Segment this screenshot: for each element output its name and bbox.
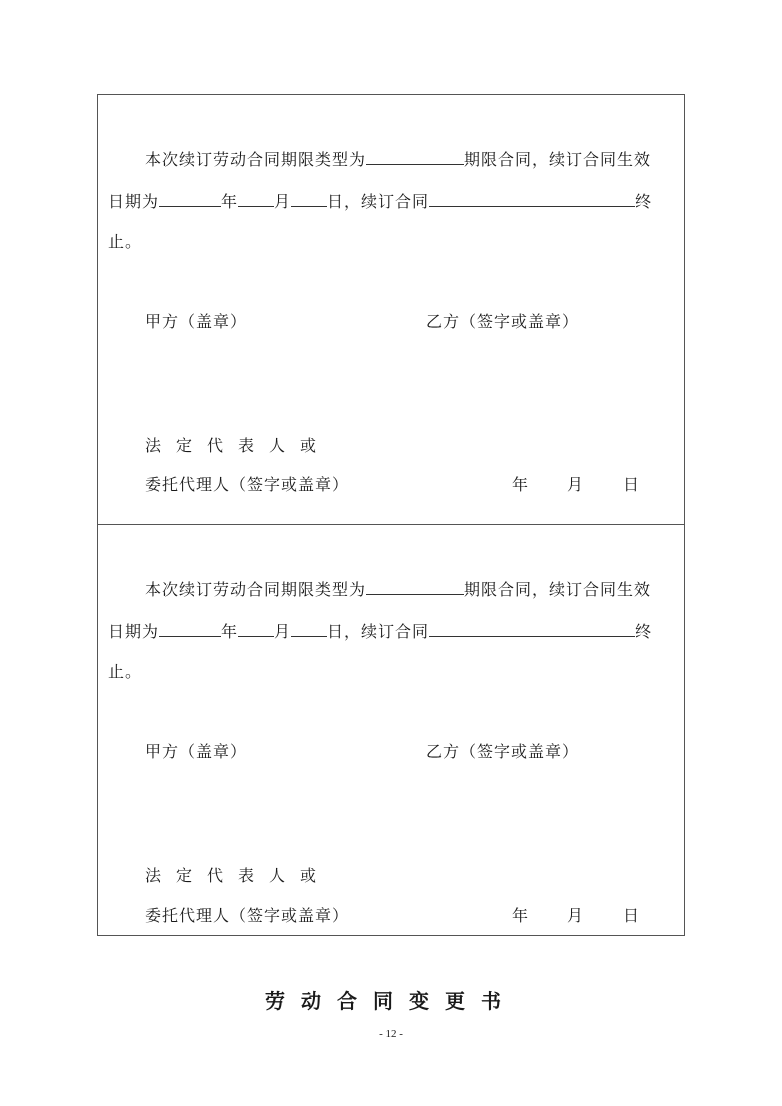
end-date-blank[interactable] xyxy=(429,620,635,637)
end-line: 止。 xyxy=(108,662,143,681)
party-b-signature: 乙方（签字或盖章） xyxy=(426,312,580,331)
section-title: 劳动合同变更书 xyxy=(265,989,517,1013)
renewal-type-line-1 xyxy=(145,148,651,170)
month-blank[interactable] xyxy=(238,620,274,637)
renewal-type-line-2 xyxy=(145,578,651,600)
legal-representative: 法定代表人或 xyxy=(145,866,332,885)
renewal-type-label: 本次续订劳动合同期限类型为 xyxy=(145,580,367,599)
year-blank[interactable] xyxy=(159,190,221,207)
month-label: 月 xyxy=(274,192,292,211)
month-blank[interactable] xyxy=(238,190,274,207)
contract-type-blank[interactable] xyxy=(366,148,464,165)
end-label: 终 xyxy=(635,192,653,211)
sign-year: 年 xyxy=(512,906,530,925)
end-date-blank[interactable] xyxy=(429,190,635,207)
legal-representative: 法定代表人或 xyxy=(145,436,332,455)
day-label: 日，续订合同 xyxy=(327,192,430,211)
renewal-type-label: 本次续订劳动合同期限类型为 xyxy=(145,150,367,169)
effective-date-label: 日期为 xyxy=(108,622,160,641)
year-blank[interactable] xyxy=(159,620,221,637)
contract-type-blank[interactable] xyxy=(366,578,464,595)
sign-day: 日 xyxy=(623,475,641,494)
year-label: 年 xyxy=(221,622,239,641)
page-number: - 12 - xyxy=(379,1028,403,1040)
renewal-type-suffix: 期限合同，续订合同生效 xyxy=(464,150,652,169)
sign-year: 年 xyxy=(512,475,530,494)
effective-date-label: 日期为 xyxy=(108,192,160,211)
sign-month: 月 xyxy=(567,475,585,494)
end-label: 终 xyxy=(635,622,653,641)
year-label: 年 xyxy=(221,192,239,211)
renewal-type-suffix: 期限合同，续订合同生效 xyxy=(464,580,652,599)
sign-month: 月 xyxy=(567,906,585,925)
party-a-seal: 甲方（盖章） xyxy=(145,312,248,331)
effective-date-line-2 xyxy=(108,620,652,642)
authorized-agent: 委托代理人（签字或盖章） xyxy=(145,906,350,925)
day-blank[interactable] xyxy=(291,190,327,207)
authorized-agent: 委托代理人（签字或盖章） xyxy=(145,475,350,494)
day-blank[interactable] xyxy=(291,620,327,637)
sign-day: 日 xyxy=(623,906,641,925)
party-b-signature: 乙方（签字或盖章） xyxy=(426,742,580,761)
day-label: 日，续订合同 xyxy=(327,622,430,641)
month-label: 月 xyxy=(274,622,292,641)
party-a-seal: 甲方（盖章） xyxy=(145,742,248,761)
end-line: 止。 xyxy=(108,232,143,251)
effective-date-line-1 xyxy=(108,190,652,212)
